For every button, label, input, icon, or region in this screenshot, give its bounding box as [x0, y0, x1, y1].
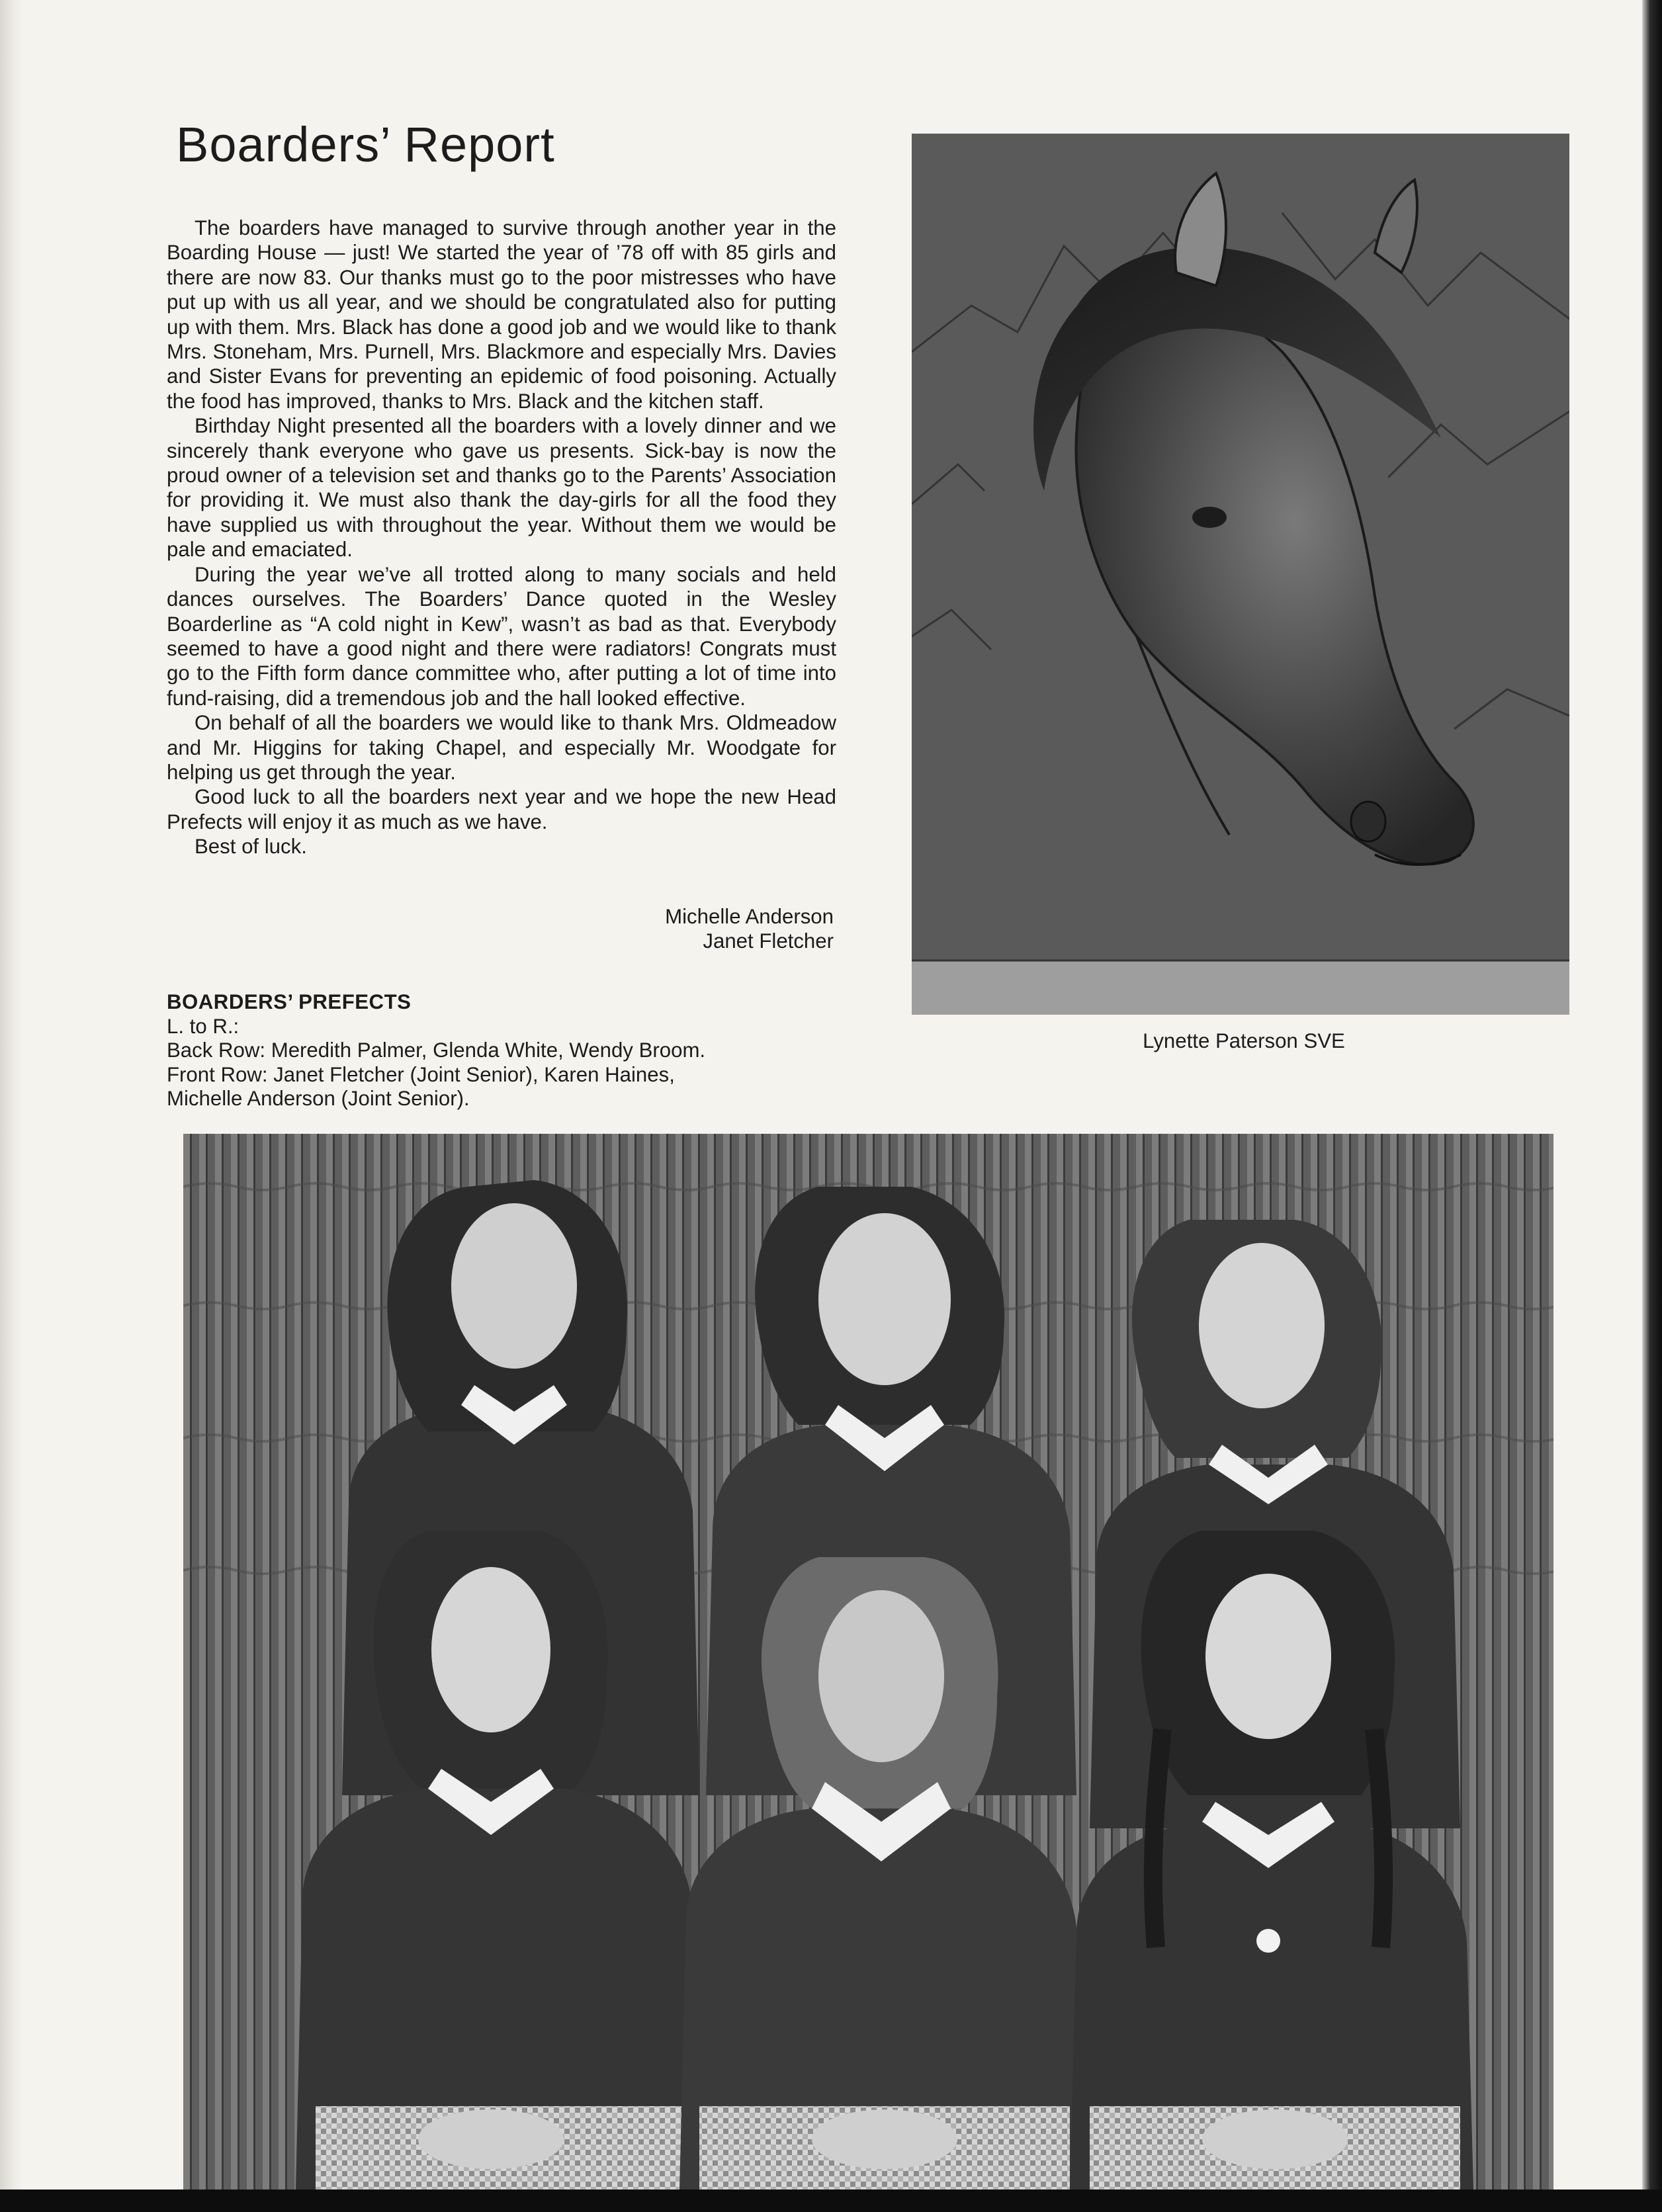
group-photo-drawing [183, 1134, 1553, 2190]
artwork-caption: Lynette Paterson SVE [1143, 1029, 1345, 1052]
horse-artwork-drawing [912, 134, 1569, 1015]
report-paragraph: During the year we’ve all trotted along to many socials and held dances ourselves. The Boarders’ Dance quoted in the Wesley Boarderline as “A cold night in Kew”, wasn’t as bad as that. Everybody seemed to have a good night and there were radiators! Congrats must go to the Fifth form dance committee who, after putting a lot of time into fund-raising, did a tremendous job and the hall looked effective. [167, 562, 836, 710]
report-closing: Best of luck. [195, 835, 307, 859]
horse-artwork-photo [912, 134, 1569, 1015]
report-paragraph: Good luck to all the boarders next year and we hope the new Head Prefects will enjoy it as much as we have. [167, 785, 836, 833]
prefects-heading: BOARDERS’ PREFECTS [167, 990, 412, 1013]
prefects-caption [167, 990, 895, 1111]
report-signatures [595, 904, 834, 954]
report-paragraph: The boarders have managed to survive through another year in the Boarding House — just! We started the year of ’78 off with 85 girls and there are now 83. Our thanks must go to the poor mistresses who have put up with us all year, and we should be congratulated also for putting up with them. Mrs. Black has done a good job and we would like to thank Mrs. Stoneham, Mrs. Purnell, Mrs. Blackmore and especially Mrs. Davies and Sister Evans for preventing an epidemic of food poisoning. Actually the food has improved, thanks to Mrs. Black and the kitchen staff. [167, 216, 836, 413]
prefects-front-row: Front Row: Janet Fletcher (Joint Senior), Karen Haines, [167, 1062, 675, 1086]
prefects-front-row-cont: Michelle Anderson (Joint Senior). [167, 1087, 470, 1110]
prefects-order: L. to R.: [167, 1014, 240, 1038]
report-body [167, 216, 836, 859]
signature-name: Janet Fletcher [703, 929, 834, 953]
page-title: Boarders’ Report [176, 117, 555, 172]
scan-edge-right [1642, 0, 1662, 2212]
page-gutter-shadow [0, 0, 22, 2212]
report-paragraph: Birthday Night presented all the boarders with a lovely dinner and we sincerely thank everyone who gave us presents. Sick-bay is now the proud owner of a television set and thanks go to the Parents’ Association for providing it. We must also thank the day-girls for all the food they have supplied us with throughout the year. Without them we would be pale and emaciated. [167, 414, 836, 562]
signature-name: Michelle Anderson [665, 905, 834, 928]
group-photo [183, 1134, 1553, 2190]
report-paragraph: On behalf of all the boarders we would like to thank Mrs. Oldmeadow and Mr. Higgins for taking Chapel, and especially Mr. Woodgate for helping us get through the year. [167, 711, 836, 784]
prefects-back-row: Back Row: Meredith Palmer, Glenda White, Wendy Broom. [167, 1039, 706, 1062]
scan-edge-bottom [0, 2190, 1662, 2212]
